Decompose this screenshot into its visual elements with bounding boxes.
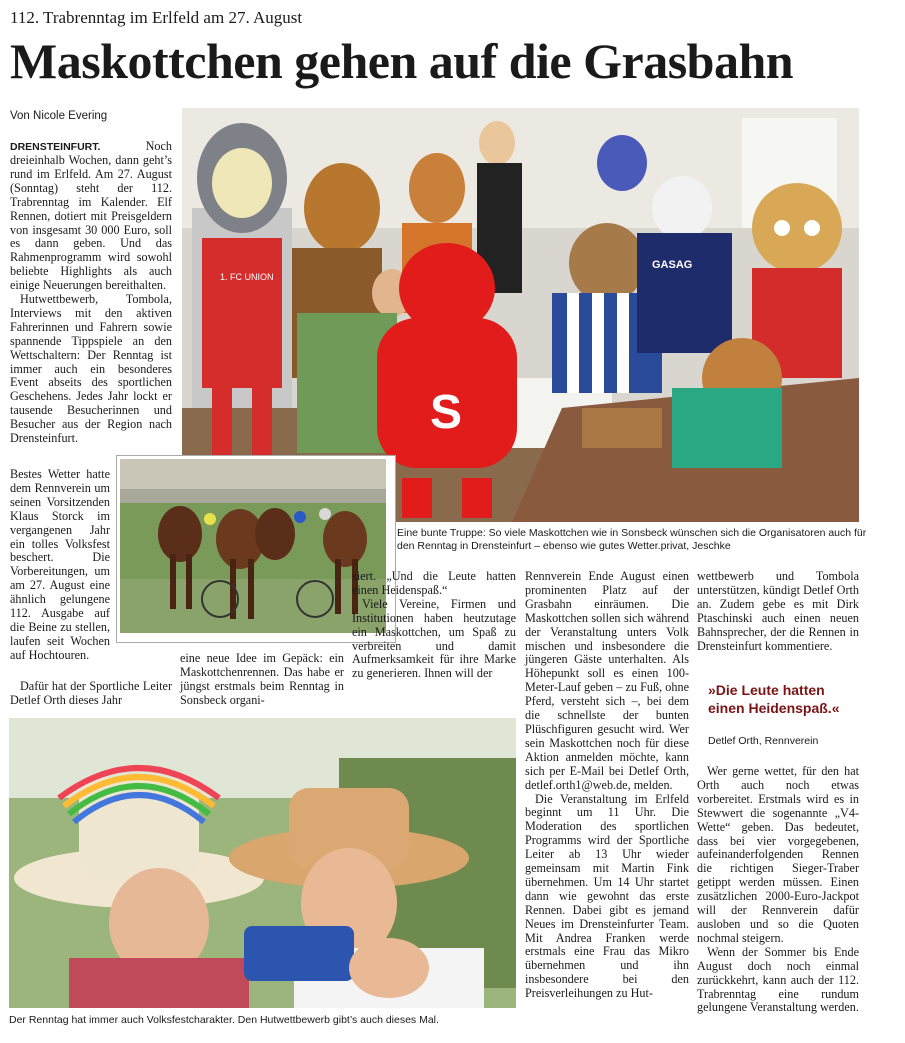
column-1-bottom: [10, 680, 172, 708]
hat-selfie-illustration: [9, 718, 516, 1008]
column-2: [180, 652, 344, 708]
bottom-photo-caption: Der Renntag hat immer auch Volksfestcharakter. Den Hutwettbewerb gibt’s auch dieses Mal.: [9, 1014, 439, 1026]
column-5: [697, 570, 859, 653]
col5-paragraph-2: Wer gerne wettet, für den hat Orth auch noch etwas vorbereitet. Erstmals wird es in Stewwert die sogenannte „V4-Wette“ geben. Das bedeutet, dass bei vier vorgegebenen, aufeinanderfolgenden Rennen die richtigen Sieger-Traber getippt werden müssen. Einen zusätzlichen 2000-Euro-Jackpot will der Rennverein dafür ausloben und so die Quoten nochmal steigern.: [697, 764, 859, 945]
hat-selfie-photo: [9, 718, 516, 1008]
col1-paragraph-2: Hutwettbewerb, Tombola, Interviews mit den aktiven Fahrerinnen und Fahrern sowie spannende Tippspiele an den Wettschaltern: Der Renntag ist immer auch ein besonderes Event abseits des sportlichen Geschehens. Jedes Jahr lockt er tausende Besucherinnen und Besucher aus der Region nach Drensteinfurt.: [10, 292, 172, 446]
horse-race-illustration: [120, 459, 386, 633]
article-author: Von Nicole Evering: [10, 110, 108, 122]
col1-paragraph-3: Bestes Wetter hatte dem Rennverein um seinen Vorsitzenden Klaus Storck im vergangenen Jahr ein tolles Volksfest beschert. Die Vorbereitungen, um am 27. August eine ähnlich gelungene 112. Ausgabe auf die Beine zu stellen, laufen seit Wochen auf Hochtouren.: [10, 467, 110, 662]
gasag-logo-text: GASAG: [652, 259, 693, 271]
pull-quote-source: Detlef Orth, Rennverein: [708, 735, 819, 747]
article-kicker: 112. Trabrenntag im Erlfeld am 27. August: [10, 8, 303, 27]
dateline: DRENSTEINFURT.: [10, 141, 101, 153]
column-1-top: [10, 140, 172, 446]
pull-quote: »Die Leute hatten einen Heidenspaß.«: [708, 682, 840, 716]
column-4: [525, 570, 689, 1001]
col5-paragraph-3: Wenn der Sommer bis Ende August doch noch einmal zurückkehrt, kann auch der 112. Trabrenntag eine rundum gelungene Veranstaltung werden.: [697, 944, 859, 1015]
sparkasse-logo-text: S: [430, 386, 463, 439]
col5-paragraph-1: wettbewerb und Tombola unterstützen, kündigt Detlef Orth an. Zudem gebe es mit Dirk Ptaschinski auch einen neuen Bahnsprecher, der die Rennen in Drensteinfurt kommentiere.: [697, 569, 859, 653]
col2-paragraph-1: eine neue Idee im Gepäck: ein Maskottchenrennen. Das habe er jüngst erstmals beim Renntag in Sonsbeck organi-: [180, 651, 344, 707]
col1-paragraph-1: Noch dreieinhalb Wochen, dann geht’s rund im Erlfeld. Am 27. August (Sonntag) steht der 112. Trabrenntag im Kalender. Elf Rennen, dotiert mit Preisgeldern von insgesamt 30 000 Euro, soll es dann geben. Und das Rahmenprogramm wird sowohl beliebte Highlights als auch einige Neuerungen bereithalten.: [10, 139, 172, 293]
article-headline: Maskottchen gehen auf die Grasbahn: [10, 33, 794, 89]
column-1-narrow: [10, 468, 110, 663]
union-logo-text: 1. FC UNION: [220, 272, 274, 282]
column-5-lower: [697, 765, 859, 1015]
main-photo-caption: Eine bunte Truppe: So viele Maskottchen wie in Sonsbeck wünschen sich die Organisatoren auch für den Renntag in Drensteinfurt – ebenso wie gutes Wetter.privat, Jeschke: [397, 527, 867, 553]
col4-paragraph-1: Rennverein Ende August einen prominenten Platz auf der Grasbahn einräumen. Die Maskottchen sollen sich während der Veranstaltung unters Volk mischen und insbesondere die jüngeren Gäste unterhalten. Als Höhepunkt soll es einen 100-Meter-Lauf geben – zu Fuß, ohne Pferd, versteht sich –, bei dem die schnellste der bunten Plüschfiguren gesucht wird. Wer sein Maskottchen noch für diese Aktion anmelden möchte, kann sich per E-Mail bei Detlef Orth, detlef.orth1@web.de, melden.: [525, 569, 689, 792]
col3-paragraph-2: Viele Vereine, Firmen und Institutionen haben heutzutage ein Maskottchen, um Spaß zu verbreiten und damit Aufmerksamkeit für ihre Marke zu generieren. Ihnen will der: [352, 596, 516, 681]
col3-paragraph-1: siert. „Und die Leute hatten einen Heidenspaß.“: [352, 569, 516, 597]
column-3: [352, 570, 516, 681]
col4-paragraph-2: Die Veranstaltung im Erlfeld beginnt um 11 Uhr. Die Moderation des sportlichen Programms wird der Sportliche Leiter ab 13 Uhr wieder gemeinsam mit Martin Fink übernehmen. Um 14 Uhr startet dann wie gewohnt das erste Rennen. Dabei gibt es jemand Neues im Drensteinfurter Team. Mit Andrea Franken werde erstmals eine Frau das Mikro übernehmen und ihn insbesondere bei den Preisverleihungen zu Hut-: [525, 791, 689, 1001]
col1-paragraph-4: Dafür hat der Sportliche Leiter Detlef Orth dieses Jahr: [10, 679, 172, 707]
